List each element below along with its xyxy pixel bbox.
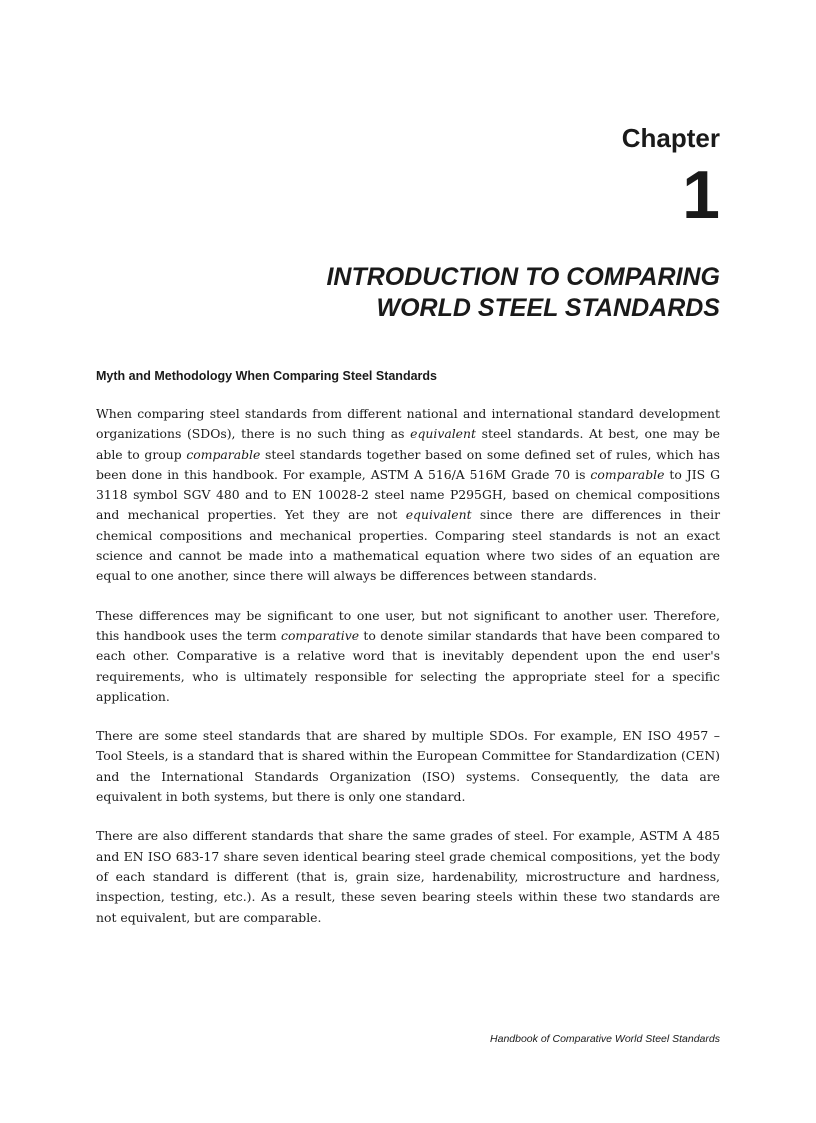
chapter-number: 1 xyxy=(682,157,720,233)
chapter-title-line-1: INTRODUCTION TO COMPARING xyxy=(326,263,720,291)
paragraph-1-text-c: steel standards. At best, one may be able to group xyxy=(96,426,720,462)
paragraph-2-text-c: to denote similar standards that have been compared to each other. Comparative is a relative word that is inevitably dependent upon the end user's requirements, who is ultimately responsible for selecting the appropriate steel for a specific application. xyxy=(96,627,720,704)
chapter-title-line-2: WORLD STEEL STANDARDS xyxy=(376,294,720,322)
chapter-title xyxy=(200,262,720,324)
paragraph-1-text-g: to JIS G 3118 symbol SGV 480 and to EN 10028-2 steel name P295GH, based on chemical compositions and mechanical properties. Yet they are not xyxy=(96,466,720,523)
body-text xyxy=(96,404,720,947)
paragraph-4: There are also different standards that share the same grades of steel. For example, ASTM A 485 and EN ISO 683-17 share seven identical bearing steel grade chemical compositions, yet the body of each standard is different (that is, grain size, hardenability, microstructure and hardness, inspection, testing, etc.). As a result, these seven bearing steels within these two standards are not equivalent, but are comparable. xyxy=(96,828,720,925)
paragraph-1-emphasis-equivalent: equivalent xyxy=(410,426,476,442)
paragraph-1-text-i: since there are differences in their chemical compositions and mechanical properties. Comparing steel standards is not an exact science and cannot be made into a mathematical equation where two sides of an equation are equal to one another, since there will always be differences between standards. xyxy=(96,507,720,584)
paragraph-3: There are some steel standards that are shared by multiple SDOs. For example, EN ISO 4957 – Tool Steels, is a standard that is shared within the European Committee for Standardization (CEN) and the International Standards Organization (ISO) systems. Consequently, the data are equivalent in both systems, but there is only one standard. xyxy=(96,728,720,805)
paragraph-1-text-a: When comparing steel standards from different national and international standard development organizations (SDOs), there is no such thing as xyxy=(96,406,720,442)
paragraph-1-emphasis-equivalent-2: equivalent xyxy=(405,507,472,523)
paragraph-1-emphasis-comparable-2: comparable xyxy=(590,466,665,482)
section-heading: Myth and Methodology When Comparing Steel Standards xyxy=(96,369,437,383)
page-footer: Handbook of Comparative World Steel Standards xyxy=(490,1033,720,1045)
chapter-label: Chapter xyxy=(621,123,720,153)
paragraph-1-text-e: steel standards together based on some defined set of rules, which has been done in this handbook. For example, ASTM A 516/A 516M Grade 70 is xyxy=(96,446,720,482)
paragraph-1 xyxy=(96,404,720,587)
paragraph-2 xyxy=(96,606,720,707)
paragraph-2-emphasis-comparative: comparative xyxy=(281,627,360,643)
paragraph-1-emphasis-comparable: comparable xyxy=(186,446,261,462)
paragraph-2-text-a: These differences may be significant to one user, but not significant to another user. Therefore, this handbook uses the term xyxy=(96,607,720,643)
